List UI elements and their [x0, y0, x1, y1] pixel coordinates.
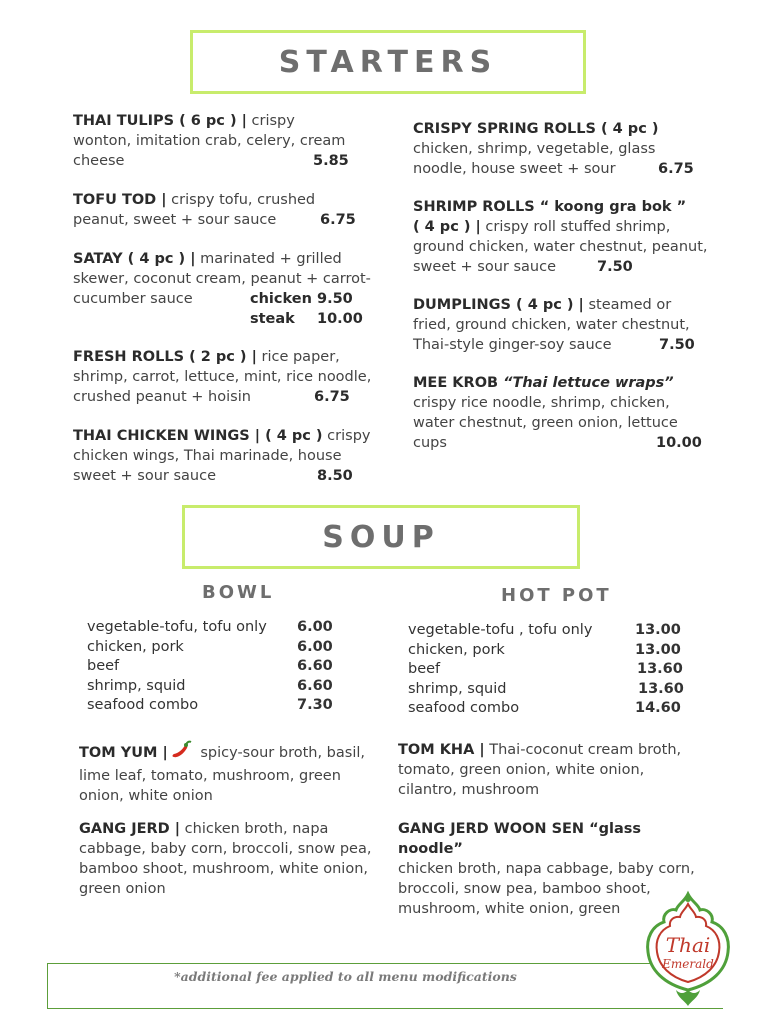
menu-item-satay: SATAY ( 4 pc ) | marinated + grilled skewer, coconut cream, peanut + carrot- cucumber sauce chicken 9.50 steak 10.00 — [73, 251, 371, 327]
price: 9.50 — [317, 291, 353, 307]
logo-text-emerald: Emerald — [662, 957, 714, 971]
option-label: steak — [250, 311, 295, 327]
price: 10.00 — [656, 435, 702, 451]
menu-item-thai-chicken-wings: THAI CHICKEN WINGS | ( 4 pc ) crispy chicken wings, Thai marinade, house sweet + sour sauce 8.50 — [73, 428, 371, 484]
footer-note: *additional fee applied to all menu modifications — [174, 969, 517, 984]
price: 10.00 — [317, 311, 363, 327]
menu-item-thai-tulips: THAI TULIPS ( 6 pc ) | crispy wonton, imitation crab, celery, cream cheese 5.85 — [73, 113, 349, 169]
price: 6.75 — [314, 389, 350, 405]
menu-item-tom-kha: TOM KHA | Thai-coconut cream broth, tomato, green onion, white onion, cilantro, mushroom — [398, 742, 682, 798]
price: 6.75 — [658, 161, 694, 177]
menu-item-gang-jerd-woon-sen: GANG JERD WOON SEN “glass noodle” chicken broth, napa cabbage, baby corn, broccoli, snow pea, bamboo shoot, mushroom, white onion, green — [398, 821, 695, 917]
menu-item-crispy-spring-rolls: CRISPY SPRING ROLLS ( 4 pc ) chicken, shrimp, vegetable, glass noodle, house sweet + sour 6.75 — [413, 121, 694, 177]
hotpot-heading: HOT POT — [501, 585, 612, 606]
menu-item-tom-yum: TOM YUM | spicy-sour broth, basil, lime leaf, tomato, mushroom, green onion, white onion — [79, 740, 379, 806]
list-item: seafood combo 7.30 — [87, 697, 333, 713]
menu-item-mee-krob: MEE KROB “Thai lettuce wraps” crispy rice noodle, shrimp, chicken, water chestnut, green onion, lettuce cups 10.00 — [413, 375, 702, 451]
price: 7.50 — [597, 259, 633, 275]
starters-banner — [190, 30, 586, 94]
hotpot-price-list — [408, 621, 688, 719]
soup-title: SOUP — [322, 519, 440, 555]
list-item: seafood combo 14.60 — [408, 700, 681, 716]
list-item: beef 6.60 — [87, 658, 333, 674]
menu-item-gang-jerd: GANG JERD | chicken broth, napa cabbage, baby corn, broccoli, snow pea, bamboo shoot, mushroom, white onion, green onion — [79, 821, 372, 897]
bowl-price-list — [87, 618, 337, 716]
price: 6.75 — [320, 212, 356, 228]
list-item: shrimp, squid 13.60 — [408, 680, 684, 697]
logo-text-thai: Thai — [665, 933, 711, 957]
soup-banner — [182, 505, 580, 569]
thai-emerald-logo — [640, 890, 736, 1008]
menu-item-fresh-rolls: FRESH ROLLS ( 2 pc ) | rice paper, shrimp, carrot, lettuce, mint, rice noodle, crushed peanut + hoisin 6.75 — [73, 349, 372, 405]
bowl-heading: BOWL — [202, 582, 275, 603]
list-item: shrimp, squid 6.60 — [87, 677, 333, 694]
list-item: vegetable-tofu , tofu only 13.00 — [408, 622, 681, 638]
menu-item-dumplings: DUMPLINGS ( 4 pc ) | steamed or fried, ground chicken, water chestnut, Thai-style ginger-soy sauce 7.50 — [413, 297, 695, 353]
option-label: chicken — [250, 291, 312, 307]
menu-item-tofu-tod: TOFU TOD | crispy tofu, crushed peanut, sweet + sour sauce 6.75 — [73, 192, 356, 228]
menu-item-shrimp-rolls: SHRIMP ROLLS “ koong gra bok ” ( 4 pc ) | crispy roll stuffed shrimp, ground chicken, water chestnut, peanut, sweet + sour sauce 7.50 — [413, 199, 708, 275]
list-item: vegetable-tofu, tofu only 6.00 — [87, 619, 333, 635]
footer-box — [47, 963, 723, 1009]
list-item: chicken, pork 6.00 — [87, 638, 333, 655]
chili-pepper-icon — [171, 740, 193, 766]
list-item: chicken, pork 13.00 — [408, 641, 681, 658]
price: 7.50 — [659, 337, 695, 353]
list-item: beef 13.60 — [408, 661, 683, 677]
starters-title: STARTERS — [278, 44, 498, 80]
price: 8.50 — [317, 468, 353, 484]
price: 5.85 — [313, 153, 349, 169]
